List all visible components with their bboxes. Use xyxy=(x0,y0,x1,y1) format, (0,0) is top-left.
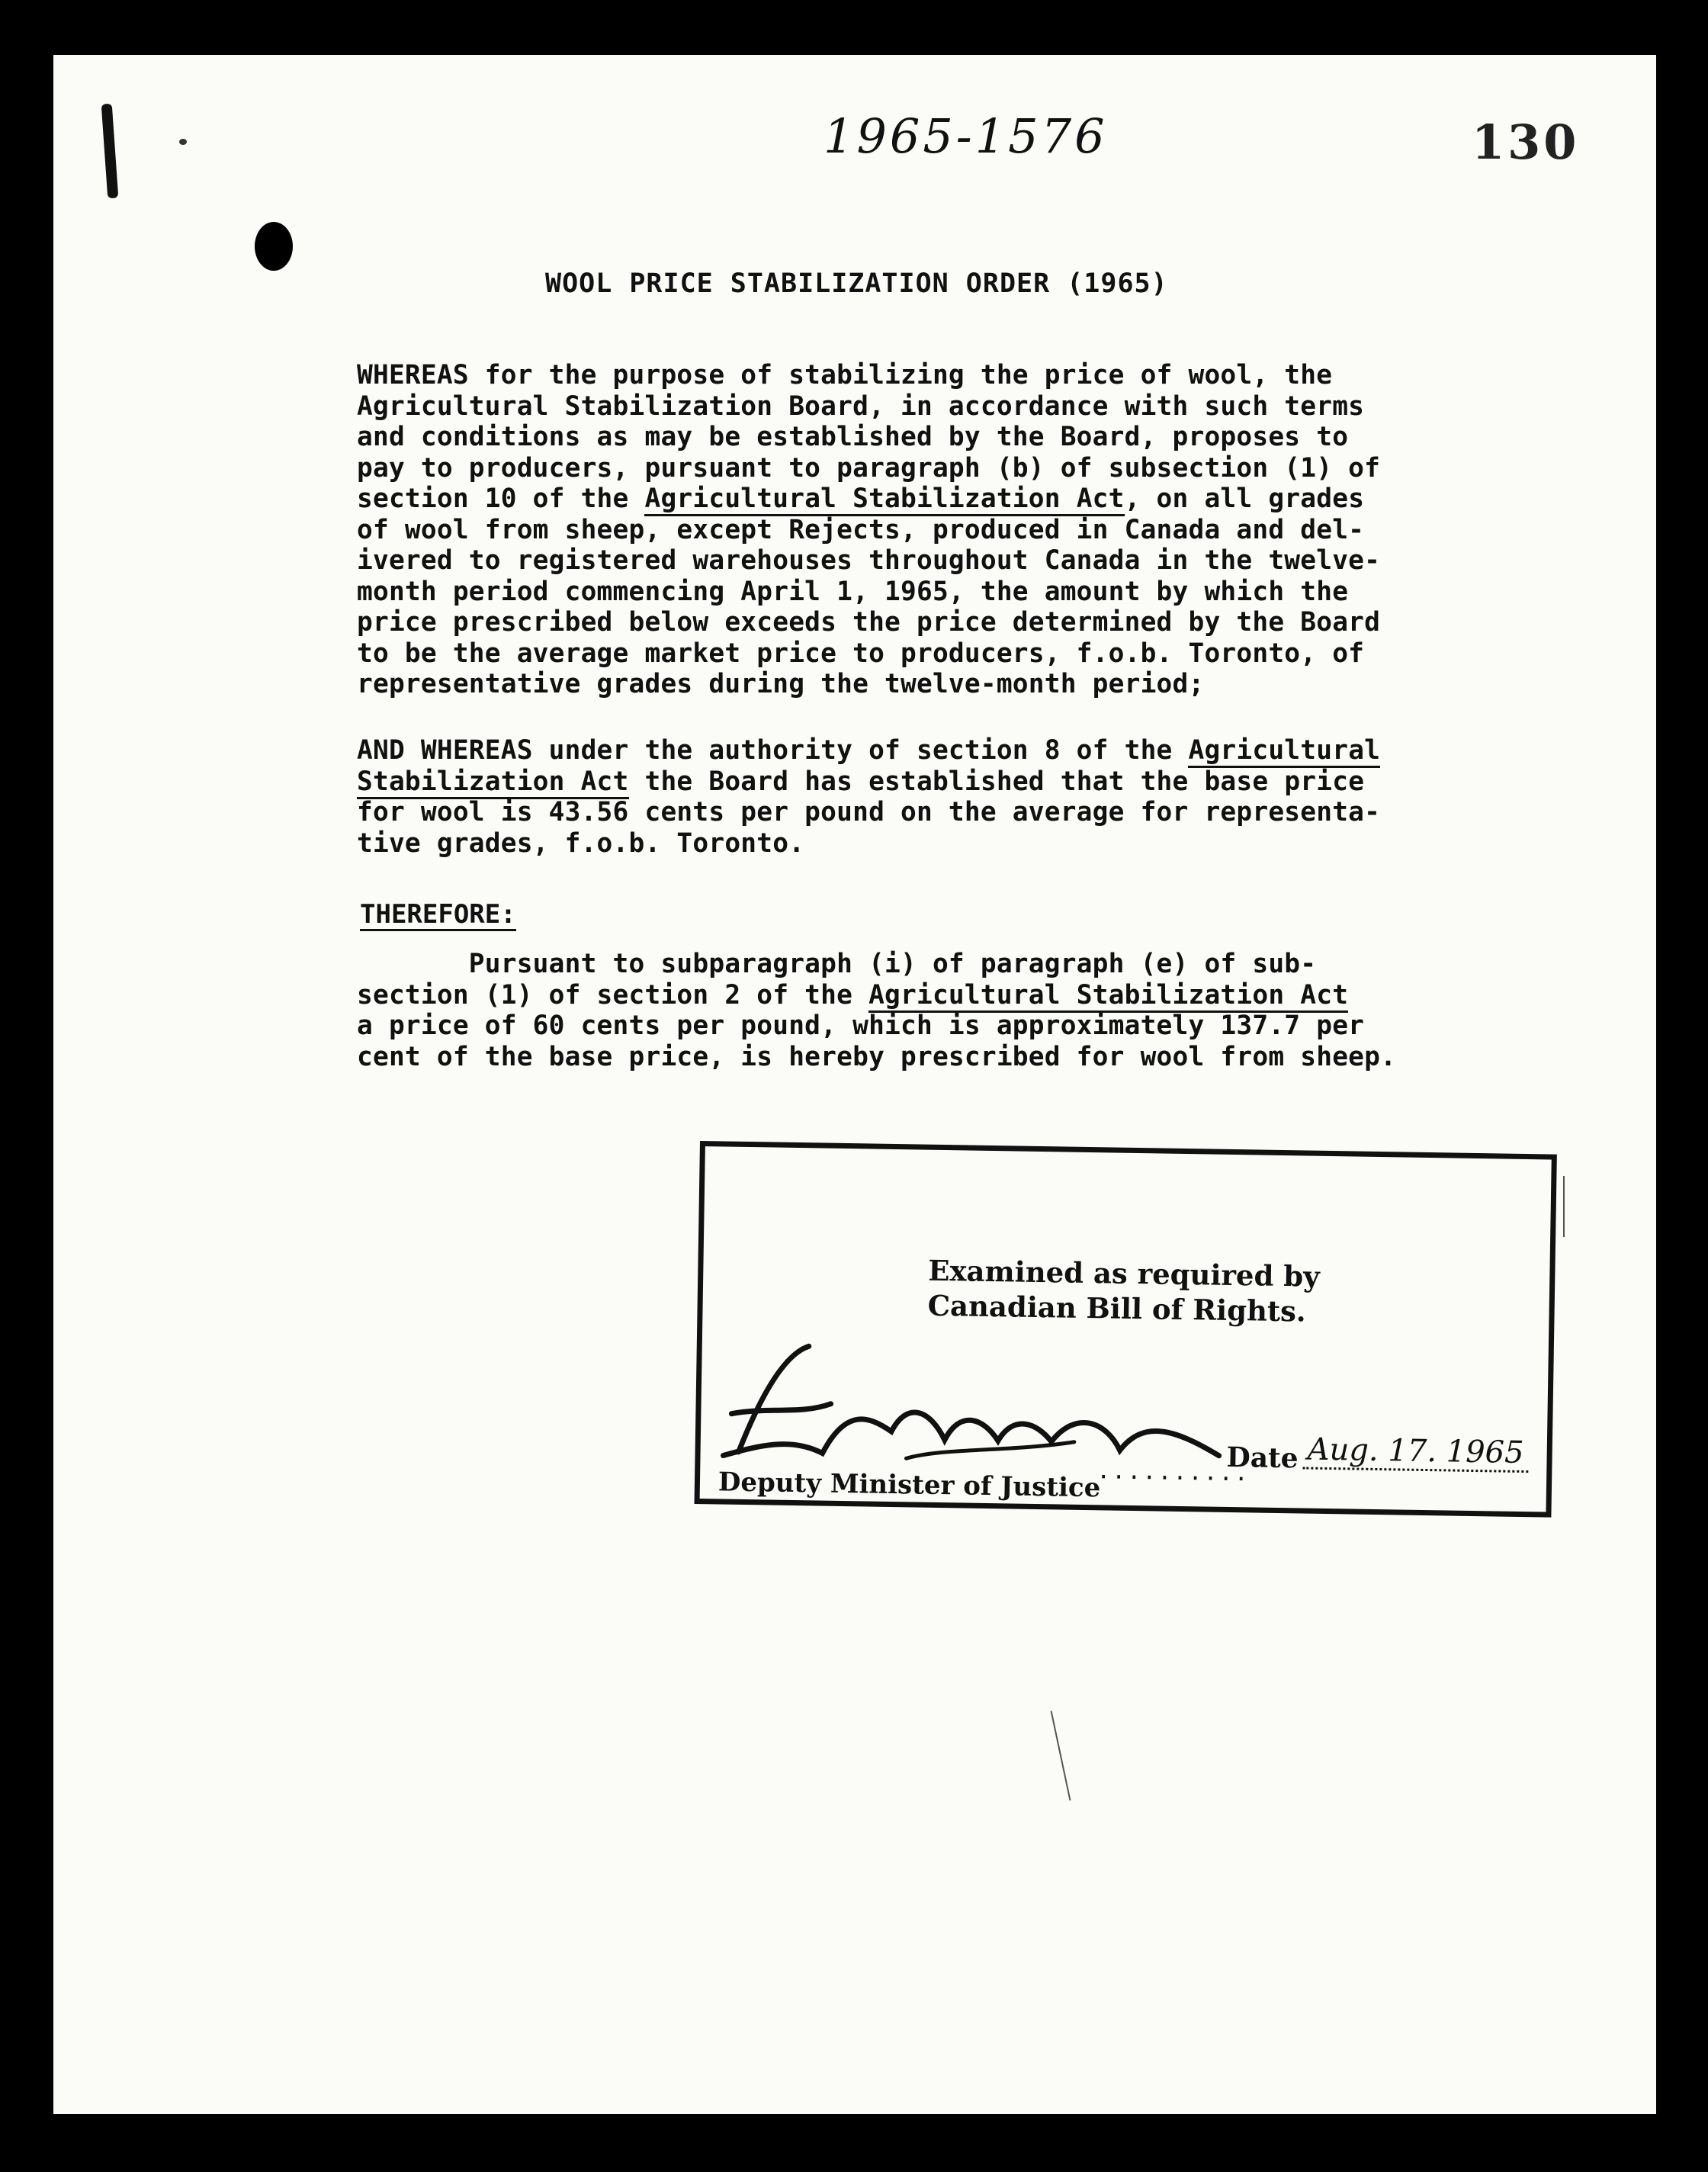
handwritten-date: Aug. 17. 1965 xyxy=(1302,1431,1529,1473)
line: section (1) of section 2 of the xyxy=(357,979,869,1010)
margin-mark xyxy=(1051,1711,1071,1801)
line: and conditions as may be established by the Board, proposes to xyxy=(357,422,1349,452)
stamp-line-1: Examined as required by xyxy=(928,1253,1320,1293)
line: representative grades during the twelve-month period; xyxy=(357,669,1205,699)
pursuant-paragraph xyxy=(357,949,1470,1072)
ink-dot xyxy=(179,139,187,145)
date-label: Date xyxy=(1226,1441,1299,1475)
line: section 10 of the xyxy=(357,484,645,514)
stamp-line-2: Canadian Bill of Rights. xyxy=(927,1288,1307,1329)
staple-mark xyxy=(101,104,119,199)
document-title: WOOL PRICE STABILIZATION ORDER (1965) xyxy=(545,268,1168,299)
signature-line: .......... xyxy=(1096,1457,1250,1487)
document-page xyxy=(53,55,1656,2114)
line: AND WHEREAS under the authority of section 8 of the xyxy=(357,735,1189,766)
line: Agricultural Stabilization Board, in accordance with such terms xyxy=(357,390,1365,422)
line: pay to producers, pursuant to paragraph (b) of subsection (1) of xyxy=(357,452,1381,484)
signatory-title: Deputy Minister of Justice xyxy=(718,1467,1101,1504)
and-whereas-paragraph xyxy=(357,735,1470,859)
line: month period commencing April 1, 1965, the amount by which the xyxy=(357,576,1349,607)
line: , on all grades xyxy=(1124,484,1365,514)
line: tive grades, f.o.b. Toronto. xyxy=(357,827,805,859)
act-name-underlined: Agricultural Stabilization Act xyxy=(644,484,1124,516)
act-name-underlined: Agricultural xyxy=(1188,735,1380,768)
line: cent of the base price, is hereby prescribed for wool from sheep. xyxy=(357,1041,1397,1072)
line: to be the average market price to producers, f.o.b. Toronto, of xyxy=(357,638,1365,669)
therefore-heading: THEREFORE: xyxy=(360,899,516,930)
line: ivered to registered warehouses throughout Canada in the twelve- xyxy=(357,545,1381,576)
line: of wool from sheep, except Rejects, produced in Canada and del- xyxy=(357,514,1365,545)
line: for wool is 43.56 cents per pound on the average for representa- xyxy=(357,797,1381,827)
line: a price of 60 cents per pound, which is approximately 137.7 per xyxy=(357,1010,1365,1041)
line: the Board has established that the base price xyxy=(628,766,1365,797)
act-name-underlined: Agricultural Stabilization Act xyxy=(868,980,1348,1013)
whereas-paragraph xyxy=(357,360,1470,700)
margin-mark xyxy=(1563,1176,1565,1237)
line: price prescribed below exceeds the price determined by the Board xyxy=(357,607,1381,638)
handwritten-document-number: 1965-1576 xyxy=(824,108,1108,164)
act-name-underlined: Stabilization Act xyxy=(357,766,629,799)
bill-of-rights-stamp xyxy=(695,1141,1557,1518)
line: WHEREAS for the purpose of stabilizing the price of wool, the xyxy=(357,360,1333,390)
page-number: 130 xyxy=(1472,114,1580,170)
line: Pursuant to subparagraph (i) of paragraph (e) of sub- xyxy=(357,949,1317,979)
stamp-text xyxy=(927,1253,1320,1329)
punch-hole xyxy=(255,222,293,271)
